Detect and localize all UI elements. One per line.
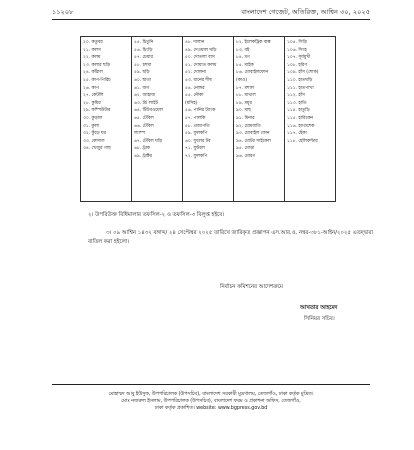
symbol-entry: ৯৪. মোটর সাইকেল <box>236 138 271 144</box>
symbol-entry: ১১১. হাতপাখা <box>287 85 314 91</box>
symbol-entry: ৫৫. চিতুনি <box>134 40 154 45</box>
symbol-entry: ৮৩. বই <box>236 47 250 53</box>
footer-divider <box>52 384 370 385</box>
symbol-entry: ৫৭. পালকি <box>185 115 206 121</box>
symbol-entry: ২৮. কুমির <box>83 100 101 106</box>
symbol-entry: ৯০. মাছ <box>236 108 251 114</box>
symbol-entry: ৮৯. ময়ূর <box>236 100 252 106</box>
symbol-entry: ৫৭. চেয়ার <box>134 55 153 61</box>
gazette-header-title: বাংলাদেশ গেজেট, অতিরিক্ত, আশ্বিন ৩০, ২০২৫ <box>241 8 370 16</box>
symbol-column-2 <box>132 37 183 202</box>
symbol-entry: ৬০. ফুলের টব <box>185 138 211 144</box>
symbol-entry: ৮৭. মশাল <box>236 85 255 91</box>
symbol-entry: ৪৮. দালান <box>185 40 205 45</box>
symbol-column-4 <box>234 37 285 202</box>
symbol-entry: ২৫. কাপ-পিরিচ <box>83 77 111 83</box>
signatory-name: আখতার আহমেদ <box>300 305 338 311</box>
symbol-entry: ৫৪. নোঙ্গর <box>185 85 205 91</box>
symbol-entry: ৮২. ইলেকট্রিক বাল্ব <box>236 40 271 45</box>
footer-publisher-line: মোঃ নজরুল ইসলাম, উপপরিচালক (উপসচিব), বাংলাদেশ ফরম ও প্রকাশনা অফিস, তেজগাঁও, <box>121 399 301 405</box>
symbol-entry: ৭১. ফুটবল <box>185 146 205 152</box>
symbol-entry: ৫৯. ছড়ি <box>134 70 150 76</box>
symbol-entry: ৯৬. মোরগ <box>236 153 256 159</box>
symbol-entry: ৫৮. চশমা <box>134 62 152 68</box>
symbol-entry: ল্যাম্প <box>134 131 145 137</box>
symbol-entry: ৮৪. মগ <box>236 55 250 61</box>
symbol-entry: ৫৫. নৌকা <box>185 93 204 99</box>
symbol-entry: ১১০. হাতঘড়ি <box>287 77 313 83</box>
symbol-entry: ৬১. জগ <box>134 85 150 91</box>
symbol-entry: ১০৮. হরিণ <box>287 62 307 68</box>
symbol-entry: ৬৩. টর্চ লাইট <box>134 100 158 106</box>
symbol-entry: ১০৫. সিড়ি <box>287 40 307 45</box>
symbol-column-1 <box>81 37 132 202</box>
symbol-entry: ৫৩. ধানের শীষ <box>185 77 212 83</box>
symbol-entry: ৮৮. মাথাল <box>236 93 256 99</box>
symbol-entry: ১১৪. হাতুড়ি <box>287 108 310 114</box>
paragraph-3: ৩। ০৯ আশ্বিন ১৪৩২ বঙ্গাব্দ/ ২৪ সেপ্টেম্বর ২০২৫ তারিখে জারিকৃত প্রজ্ঞাপন এস.আর.ও. নম্বর-৩৮১-আইন/২০২৫ এতদ্দ্বারা বাতিল করা হইলো। <box>88 230 373 245</box>
symbol-entry: ১১৬. হ্যাণ্ডশেক <box>287 123 315 129</box>
symbol-entry: ২৪. কাঁঠাল <box>83 70 103 76</box>
symbol-entry: ৬৭. টেবিল ঘড়ি <box>134 138 163 144</box>
order-line: নির্বাচন কমিশনের আদেশক্রমে <box>220 284 283 290</box>
symbol-entry: ২৯. কম্পিউটার <box>83 108 111 114</box>
symbol-entry: ৩২. কুঁড়ে ঘর <box>83 131 106 137</box>
symbol-entry: ৬৪. টিউবওয়েল <box>134 108 163 114</box>
symbol-entry: ১১৩. হাতি <box>287 100 307 106</box>
symbol-entry: ৫১. দোয়াত কলম <box>185 62 217 68</box>
symbol-entry: ৯১. মিনার <box>236 115 255 121</box>
page-footer <box>52 391 370 413</box>
symbol-entry: ৫২. দোলনা <box>185 70 207 76</box>
symbol-entry: ৬৮. ট্রাক <box>134 146 150 152</box>
symbol-entry: ৫৬. চিংড়ি <box>134 47 153 53</box>
symbol-entry: ৫০. দোতলা বাস <box>185 55 215 61</box>
symbol-column-3 <box>183 37 234 202</box>
symbol-entry: ৯৩. মোবাইল ফোন <box>236 131 270 137</box>
symbol-entry: ৭২. ফুলকপি <box>185 153 208 159</box>
footer-website-line: ঢাকা কর্তৃক প্রকাশিত। website: www.bgpress.gov.bd <box>154 406 268 412</box>
paragraph-2: ২। উপরিউক্ত বিধিমালার তফসিল-২ ও তফসিল-৩ বিলুপ্ত হইবে। <box>88 212 225 218</box>
symbol-entry: ৬৬. টেবিল <box>134 123 154 129</box>
symbol-entry: ৮৫. মাইক <box>236 62 254 68</box>
symbol-entry: ১১৫. হারিকেন <box>287 115 314 121</box>
symbol-entry: ১০৭. সূর্যমুখী <box>287 55 311 61</box>
symbol-entry: ৬৫. টেবিল <box>134 115 154 121</box>
symbol-entry: ১১২. হাঁস <box>287 93 305 99</box>
header-divider <box>52 19 370 20</box>
symbol-entry: ২২. কলম <box>83 55 101 61</box>
symbol-entry: ১০৯. হাঁস (শোক) <box>287 70 319 76</box>
symbol-entry: ২৩. কলার ছড়ি <box>83 62 110 68</box>
footer-printer-line: মোহাম্মদ আবু ইউসুফ, উপপরিচালক (উপসচিব), বাংলাদেশ সরকারী মুদ্রণালয়, তেজগাঁও, ঢাকা কর্তৃক মুদ্রিত। <box>108 392 314 397</box>
symbol-entry: ২০. কতুবর <box>83 40 103 45</box>
signatory-title: সিনিয়র সচিব। <box>304 316 335 322</box>
symbol-entry: (মসিহ) <box>185 100 198 106</box>
symbol-entry: ৫৬. পানির ট্যাংক <box>185 108 216 114</box>
symbol-entry: ১০৬. সিংহ <box>287 47 307 53</box>
symbol-entry: ২১. কলস <box>83 47 101 53</box>
symbol-entry: ২৭. কেটলি <box>83 93 104 99</box>
symbol-entry: ৩৪. খেজুর গাছ <box>83 146 111 152</box>
page-number: ১১২০৮ <box>52 8 74 16</box>
symbol-entry: ৮৬. মোবাইলফোন <box>236 70 269 76</box>
symbol-entry: ৯২. মোমবাতি <box>236 123 261 129</box>
symbol-entry: ৬০. ছাতা <box>134 77 152 83</box>
symbol-entry: ১১৭. হেঁকা <box>287 131 307 137</box>
symbol-entry: ৫৯. ফুলকপি <box>185 131 208 137</box>
symbol-entry: ২৬. কাপ <box>83 85 99 91</box>
symbol-table <box>80 36 336 202</box>
symbol-column-5 <box>285 37 336 202</box>
symbol-entry: ৪৯. দেওয়াল ঘড়ি <box>185 47 217 53</box>
symbol-entry: ৫৮. প্রজাপতি <box>185 123 210 129</box>
symbol-entry: ৩৩. কোদাল <box>83 138 105 144</box>
symbol-entry: ৯৫. মোড়া <box>236 146 255 152</box>
symbol-entry: ৬৯. ট্রাক্টর <box>134 153 152 159</box>
symbol-entry: ৩১. কুলা <box>83 123 100 129</box>
symbol-entry: ৬২. জাহাজ <box>134 93 156 99</box>
symbol-entry: ১১৮. হেলিকপ্টার <box>287 138 318 144</box>
symbol-entry: (কাও) <box>236 77 248 83</box>
symbol-entry: ৩০. কুড়াল <box>83 115 103 121</box>
